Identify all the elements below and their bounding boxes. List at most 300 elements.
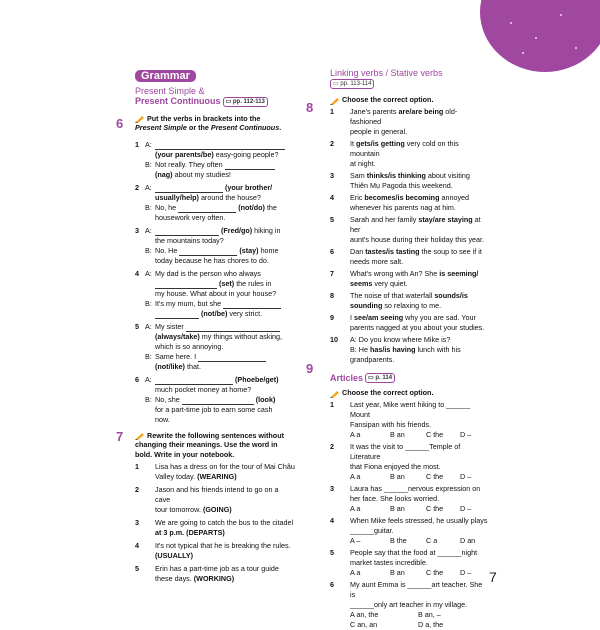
sentence-text: We are going to catch the bus to the citadel	[155, 518, 294, 528]
answer-option[interactable]: B an, –	[418, 609, 441, 619]
answer-option[interactable]: A a	[350, 471, 361, 481]
sentence-text: that.	[186, 361, 201, 371]
sentence-line	[340, 181, 488, 191]
sentence-line	[340, 335, 488, 345]
instruction-text: Put the verbs in brackets into the	[147, 113, 261, 123]
sentence-text: at night.	[350, 158, 376, 168]
sentence-text: Jane's parents	[350, 106, 399, 116]
exercise-number-7: 7	[116, 429, 124, 444]
speaker-label: A:	[145, 374, 152, 384]
item-number: 3	[135, 518, 139, 528]
option-choice[interactable]: tastes/is tasting	[365, 246, 420, 256]
sentence-line	[145, 528, 295, 538]
item-number: 4	[135, 541, 139, 551]
sentence-text: The noise of that waterfall	[350, 290, 435, 300]
option-choice[interactable]: becomes/is becoming	[364, 192, 440, 202]
speaker-label: A:	[145, 225, 152, 235]
sentence-text: housework very often.	[155, 212, 226, 222]
answer-blank[interactable]	[155, 184, 223, 193]
speaker-label: A:	[145, 268, 152, 278]
sentence-text: My aunt Emma is ______art teacher. She is	[350, 579, 483, 599]
exercise-9-item	[330, 400, 488, 440]
answer-blank[interactable]	[182, 396, 254, 405]
sparkle-dot	[510, 22, 512, 24]
sentence-text: my things without asking,	[201, 331, 283, 341]
item-number: 4	[330, 192, 334, 202]
speaker-label: B:	[145, 394, 152, 404]
answer-blank[interactable]	[155, 141, 285, 150]
verb-hint: (not/do)	[238, 202, 265, 212]
sentence-text: why you are sad. Your	[403, 312, 476, 322]
verb-hint: (set)	[219, 278, 235, 288]
sentence-line	[340, 257, 488, 267]
sentence-text: It's not typical that he is breaking the rules.	[155, 541, 291, 551]
item-number: 4	[330, 515, 334, 525]
speaker-label: A:	[145, 139, 152, 149]
articles-title-row	[330, 373, 488, 384]
answer-option[interactable]: D –	[460, 503, 472, 513]
sentence-line	[340, 269, 488, 279]
sentence-line	[340, 107, 488, 127]
option-choice[interactable]: sounds/is	[434, 290, 468, 300]
sentence-text: very quiet.	[372, 278, 408, 288]
answer-blank[interactable]	[155, 280, 217, 289]
keyword: (WEARING)	[197, 472, 237, 482]
subsection-title-bold	[135, 96, 295, 107]
sentence-text: at 3 p.m.	[155, 528, 185, 538]
option-choice[interactable]: stay/are staying	[418, 214, 473, 224]
answer-blank[interactable]	[155, 227, 219, 236]
speaker-label: B:	[145, 159, 152, 169]
sentence-text: about my studies!	[174, 169, 231, 179]
sentence-line	[340, 235, 488, 245]
sentence-text: ______only art teacher in my village.	[350, 599, 468, 609]
book-icon: ▭	[368, 375, 374, 382]
answer-option[interactable]: D –	[460, 471, 472, 481]
speaker-label: B:	[145, 298, 152, 308]
exercise-6-item-1	[135, 140, 295, 180]
sentence-text: the mountains today?	[155, 235, 224, 245]
sentence-line	[340, 494, 488, 504]
answer-blank[interactable]	[155, 376, 233, 385]
answer-options	[340, 568, 488, 578]
sentence-line	[145, 541, 295, 561]
answer-options	[340, 504, 488, 514]
sentence-line	[340, 420, 488, 430]
sentence-text: these days.	[155, 574, 192, 584]
verb-hint: (your brother/	[225, 182, 273, 192]
sentence-text: that Fiona enjoyed the most.	[350, 461, 441, 471]
sentence-text: easy-going people?	[215, 149, 279, 159]
sentence-text: home	[260, 245, 279, 255]
item-number: 5	[330, 214, 334, 224]
item-number: 1	[330, 399, 334, 409]
sentence-line	[340, 215, 488, 235]
item-number: 2	[330, 441, 334, 451]
page-reference-text: pp. 112-113	[232, 98, 265, 105]
sentence-text: grandparents.	[350, 354, 395, 364]
sentence-line	[340, 279, 488, 289]
item-number: 4	[135, 268, 139, 278]
page-reference-text: pp. 113-114	[340, 81, 372, 88]
sentence-text: I	[350, 312, 354, 322]
left-column	[135, 70, 295, 584]
book-icon: ▭	[225, 98, 232, 105]
sentence-line	[340, 462, 488, 472]
exercise-number-9: 9	[306, 361, 314, 376]
option-choice[interactable]: seems	[350, 278, 373, 288]
sentence-text: hiking in	[254, 225, 281, 235]
keyword: (GOING)	[202, 505, 232, 515]
sentence-line	[340, 558, 488, 568]
keyword: (DEPARTS)	[186, 528, 225, 538]
answer-option[interactable]: A a	[350, 429, 361, 439]
item-number: 6	[330, 579, 334, 589]
sentence-text: Jason and his friends intend to go on a cave	[155, 485, 279, 505]
sentence-line	[340, 600, 488, 610]
answer-option[interactable]: D –	[460, 567, 472, 577]
instruction-text: Choose the correct option.	[342, 388, 434, 398]
exercise-7-item	[135, 518, 295, 538]
section-title-grammar: Grammar	[135, 70, 196, 82]
sentence-line	[145, 518, 295, 528]
verb-hint: (not/be)	[201, 308, 228, 318]
sentence-text: Fansipan with his friends.	[350, 419, 432, 429]
item-number: 6	[330, 246, 334, 256]
item-number: 6	[135, 374, 139, 384]
sparkle-dot	[575, 47, 577, 49]
answer-option[interactable]: B the	[390, 535, 407, 545]
sentence-line	[340, 355, 488, 365]
sentence-text: No. He	[155, 245, 178, 255]
instruction-text: Choose the correct option.	[342, 95, 434, 105]
decorative-corner-shape	[480, 0, 600, 72]
item-number: 3	[330, 483, 334, 493]
option-choice[interactable]: thinks/is thinking	[366, 170, 426, 180]
linking-verbs-title: Linking verbs / Stative verbs	[330, 68, 443, 78]
sentence-text: which is so annoying.	[155, 341, 224, 351]
sentence-line	[145, 472, 295, 482]
pencil-icon	[330, 389, 340, 398]
exercise-9-item	[330, 516, 488, 546]
sentence-text: needs more salt.	[350, 256, 404, 266]
sentence-line	[340, 548, 488, 558]
exercise-9-item	[330, 442, 488, 482]
answer-option[interactable]: B an	[390, 429, 405, 439]
verb-hint: (Fred/go)	[221, 225, 253, 235]
exercise-9-item	[330, 484, 488, 514]
sentence-line	[340, 247, 488, 257]
book-icon: ▭	[333, 81, 339, 88]
item-number: 5	[135, 321, 139, 331]
answer-option[interactable]: A a	[350, 503, 361, 513]
option-choice[interactable]: is seeming/	[439, 268, 479, 278]
answer-blank[interactable]	[198, 353, 266, 362]
page-reference-tag	[365, 373, 395, 383]
exercise-number-8: 8	[306, 100, 314, 115]
exercise-9-item	[330, 548, 488, 578]
sentence-text: Thiên Mụ Pagoda this weekend.	[350, 180, 453, 190]
item-number: 1	[330, 106, 334, 116]
sentence-text: My dad is the person who always	[155, 268, 261, 278]
sentence-text: my house. What about in your house?	[155, 288, 277, 298]
exercise-6-item-6	[135, 375, 295, 425]
speaker-label: B:	[145, 245, 152, 255]
exercise-8-list	[330, 107, 488, 365]
sentence-text: Valley today.	[155, 472, 196, 482]
pencil-icon	[135, 431, 145, 440]
sentence-text: B: He	[350, 344, 370, 354]
sentence-line	[340, 484, 488, 494]
keyword: (WORKING)	[193, 574, 235, 584]
item-number: 9	[330, 312, 334, 322]
exercise-8-item	[330, 269, 488, 289]
item-number: 8	[330, 290, 334, 300]
sentence-line	[145, 505, 295, 515]
exercise-8-item	[330, 335, 488, 365]
sentence-line	[340, 159, 488, 169]
answer-options	[340, 430, 488, 440]
answer-option[interactable]: A a	[350, 567, 361, 577]
item-number: 5	[330, 547, 334, 557]
page-reference-tag	[330, 79, 374, 89]
answer-option[interactable]: C the	[426, 503, 444, 513]
exercise-7-item	[135, 541, 295, 561]
exercise-7-list	[135, 462, 295, 584]
exercise-number-6: 6	[116, 116, 124, 131]
option-choice[interactable]: gets/is getting	[356, 138, 405, 148]
speaker-label: A:	[145, 182, 152, 192]
sentence-line	[145, 574, 295, 584]
answer-option[interactable]: C the	[426, 567, 444, 577]
sentence-text: very cold on this mountain	[350, 138, 459, 158]
exercise-9-instruction	[330, 388, 488, 398]
option-choice[interactable]: has/is having	[369, 344, 416, 354]
exercise-8-item	[330, 291, 488, 311]
item-number: 10	[330, 334, 338, 344]
verb-hint: (look)	[255, 394, 276, 404]
sentence-text: her face. She looks worried.	[350, 493, 440, 503]
answer-option[interactable]: D an	[460, 535, 476, 545]
sentence-line	[340, 301, 488, 311]
keyword: (USUALLY)	[155, 551, 194, 561]
sentence-text: No, he	[155, 202, 177, 212]
sentence-line	[340, 400, 488, 420]
exercise-7-item	[135, 485, 295, 515]
sentence-text: Last year, Mike went hiking to ______ Mount	[350, 399, 471, 419]
sentence-text: Eric	[350, 192, 365, 202]
sentence-text: Laura has ______nervous expression on	[350, 483, 481, 493]
sentence-text: A: Do you know where Mike is?	[350, 334, 451, 344]
item-number: 7	[330, 268, 334, 278]
exercise-8-item	[330, 171, 488, 191]
exercise-8-item	[330, 215, 488, 245]
answer-blank[interactable]	[155, 310, 199, 319]
sentence-text: Lisa has a dress on for the tour of Mai Châu	[155, 462, 295, 472]
instruction-joiner: or the	[186, 123, 211, 133]
sentence-text: people in general.	[350, 126, 408, 136]
instruction-end: .	[279, 123, 282, 133]
speaker-label: B:	[145, 351, 152, 361]
sentence-line	[340, 127, 488, 137]
item-number: 1	[135, 462, 139, 472]
page-reference-text: p. 114	[375, 375, 393, 382]
verb-hint: (Phoebe/get)	[235, 374, 279, 384]
verb-hint: (always/take)	[155, 331, 200, 341]
sparkle-dot	[560, 14, 562, 16]
sentence-line	[340, 139, 488, 159]
item-number: 3	[135, 225, 139, 235]
answer-blank[interactable]	[179, 247, 237, 256]
answer-option[interactable]: C the	[426, 429, 444, 439]
answer-option[interactable]: B an	[390, 567, 405, 577]
exercise-6-item-2	[135, 183, 295, 223]
sparkle-dot	[535, 37, 537, 39]
sentence-line	[340, 313, 488, 323]
answer-blank[interactable]	[186, 323, 280, 332]
item-number: 2	[330, 138, 334, 148]
sentence-text: around the house?	[200, 192, 261, 202]
sparkle-dot	[522, 52, 524, 54]
exercise-6-instruction	[135, 114, 295, 133]
sentence-text: No, she	[155, 394, 180, 404]
sentence-text: very strict.	[229, 308, 263, 318]
answer-option[interactable]: D a, the	[418, 619, 444, 629]
answer-options	[340, 536, 488, 546]
sentence-text: People say that the food at ______night	[350, 547, 478, 557]
exercise-8-item	[330, 193, 488, 213]
item-number: 1	[135, 139, 139, 149]
sentence-text: the rules in	[236, 278, 272, 288]
page-number: 7	[489, 569, 497, 585]
exercise-7-item	[135, 564, 295, 584]
option-choice[interactable]: see/am seeing	[354, 312, 404, 322]
sentence-line	[340, 203, 488, 213]
sentence-text: What's wrong with An? She	[350, 268, 440, 278]
speaker-label: B:	[145, 202, 152, 212]
answer-option[interactable]: D –	[460, 429, 472, 439]
answer-options	[340, 620, 488, 630]
sentence-text: today because he has chores to do.	[155, 255, 269, 265]
answer-option[interactable]: C the	[426, 471, 444, 481]
pencil-icon	[330, 96, 340, 105]
instruction-tense-2: Present Continuous	[210, 123, 280, 133]
exercise-6-item-5	[135, 322, 295, 372]
exercise-6-item-3	[135, 226, 295, 266]
sentence-line	[340, 193, 488, 203]
answer-options	[340, 610, 488, 620]
option-choice[interactable]: sounding	[350, 300, 383, 310]
sentence-text: old-fashioned	[350, 106, 458, 126]
sentence-line	[340, 323, 488, 333]
verb-hint: usually/help)	[155, 192, 199, 202]
sentence-text: tour tomorrow.	[155, 505, 201, 515]
sentence-line	[340, 580, 488, 600]
sentence-line	[340, 345, 488, 355]
sentence-line	[340, 526, 488, 536]
exercise-7-item	[135, 462, 295, 482]
instruction-text: changing their meanings. Use the word in	[135, 440, 278, 450]
sentence-text: ______guitar.	[350, 525, 394, 535]
sentence-text: so relaxing to me.	[382, 300, 442, 310]
sentence-line	[340, 516, 488, 526]
exercise-9-item	[330, 580, 488, 630]
right-column	[330, 68, 488, 630]
sentence-text: Sarah and her family	[350, 214, 419, 224]
instruction-text: bold. Write in your notebook.	[135, 449, 235, 459]
answer-option[interactable]: B an	[390, 471, 405, 481]
verb-hint: (stay)	[239, 245, 259, 255]
answer-blank[interactable]	[178, 204, 236, 213]
sentence-text: much pocket money at home?	[155, 384, 252, 394]
verb-hint: (your parents/be)	[155, 149, 214, 159]
articles-title: Articles	[330, 372, 364, 383]
exercise-8-item	[330, 107, 488, 137]
subsection-title: Present Simple &	[135, 86, 205, 96]
answer-option[interactable]: A an, the	[350, 609, 379, 619]
verb-hint: (nag)	[155, 169, 173, 179]
sentence-text: Erin has a part-time job as a tour guide	[155, 564, 279, 574]
answer-option[interactable]: C an, an	[350, 619, 378, 629]
answer-option[interactable]: C a	[426, 535, 438, 545]
exercise-7-instruction	[135, 431, 295, 460]
sentence-text: My sister	[155, 321, 184, 331]
instruction-tense-1: Present Simple	[135, 123, 187, 133]
sentence-text: Same here. I	[155, 351, 197, 361]
sentence-text: now.	[155, 414, 170, 424]
exercise-8-item	[330, 139, 488, 169]
option-choice[interactable]: are/are being	[398, 106, 444, 116]
subsection-title-text: Present Continuous	[135, 96, 221, 106]
verb-hint: (not/like)	[155, 361, 185, 371]
sentence-line	[340, 291, 488, 301]
exercise-6-item-4	[135, 269, 295, 319]
item-number: 2	[135, 182, 139, 192]
exercise-9-list	[330, 400, 488, 630]
exercise-8-item	[330, 313, 488, 333]
sentence-text: about visiting	[425, 170, 470, 180]
sentence-text: Sam	[350, 170, 367, 180]
sentence-text: for a part-time job to earn some cash	[155, 404, 273, 414]
answer-blank[interactable]	[225, 161, 275, 170]
sentence-text: It was the visit to ______Temple of Literature	[350, 441, 461, 461]
sentence-text: When Mike feels stressed, he usually plays	[350, 515, 488, 525]
sentence-text: Dan	[350, 246, 366, 256]
item-number: 2	[135, 485, 139, 495]
speaker-label: A:	[145, 321, 152, 331]
answer-blank[interactable]	[223, 300, 281, 309]
sentence-text: whenever his parents nag at him.	[350, 202, 456, 212]
instruction-text: Rewrite the following sentences without	[147, 430, 284, 440]
sentence-line	[340, 442, 488, 462]
answer-option[interactable]: B an	[390, 503, 405, 513]
answer-option[interactable]: A –	[350, 535, 361, 545]
item-number: 3	[330, 170, 334, 180]
sentence-line	[145, 485, 295, 505]
sentence-text: lunch with his	[415, 344, 461, 354]
pencil-icon	[135, 114, 145, 123]
item-number: 5	[135, 564, 139, 574]
sentence-text: annoyed	[439, 192, 470, 202]
exercise-8-instruction	[330, 95, 488, 105]
page-reference-tag	[223, 97, 268, 107]
sentence-text: the soup to see if it	[419, 246, 482, 256]
sentence-text: Not really. They often	[155, 159, 223, 169]
sentence-text: It's my mum, but she	[155, 298, 222, 308]
sentence-text: aunt's house during their holiday this year.	[350, 234, 485, 244]
sentence-text: market tastes incredible.	[350, 557, 428, 567]
sentence-line	[145, 564, 295, 574]
